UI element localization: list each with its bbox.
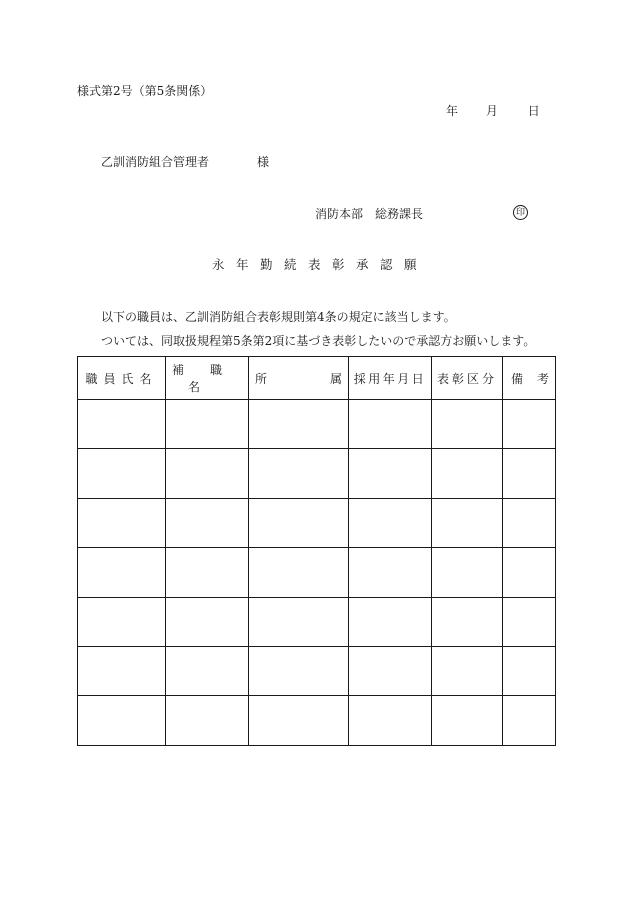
seal-mark: 印 <box>513 205 528 220</box>
award-category-cell[interactable] <box>432 548 503 597</box>
award-category-cell[interactable] <box>432 449 503 498</box>
hire-date-cell[interactable] <box>349 646 432 695</box>
office-cell[interactable] <box>249 597 349 646</box>
header-award-category: 表彰区分 <box>432 357 503 400</box>
table-row <box>78 498 556 547</box>
award-category-cell[interactable] <box>432 498 503 547</box>
note-cell[interactable] <box>503 498 556 547</box>
header-note-char-2: 考 <box>537 371 550 386</box>
aux-title-cell[interactable] <box>166 498 249 547</box>
document-title: 永年勤続表彰承認願 <box>212 257 429 272</box>
staff-name-cell[interactable] <box>78 400 166 449</box>
staff-name-cell[interactable] <box>78 646 166 695</box>
note-cell[interactable] <box>503 597 556 646</box>
office-cell[interactable] <box>249 400 349 449</box>
body-text-line-1: 以下の職員は、乙訓消防組合表彰規則第4条の規定に該当します。 <box>101 310 456 324</box>
header-office <box>249 357 349 400</box>
table-row <box>78 548 556 597</box>
staff-name-cell[interactable] <box>78 597 166 646</box>
header-aux-char-3: 名 <box>188 380 201 394</box>
header-hire-date: 採用年月日 <box>349 357 432 400</box>
table-row <box>78 646 556 695</box>
office-cell[interactable] <box>249 449 349 498</box>
aux-title-cell[interactable] <box>166 449 249 498</box>
date-month-label: 月 <box>485 104 498 118</box>
table-row <box>78 449 556 498</box>
staff-name-cell[interactable] <box>78 449 166 498</box>
table-row <box>78 597 556 646</box>
note-cell[interactable] <box>503 400 556 449</box>
staff-name-cell[interactable] <box>78 498 166 547</box>
staff-name-cell[interactable] <box>78 696 166 745</box>
header-aux-char-2: 職 <box>210 363 223 377</box>
office-cell[interactable] <box>249 548 349 597</box>
hire-date-cell[interactable] <box>349 548 432 597</box>
award-category-cell[interactable] <box>432 696 503 745</box>
award-category-cell[interactable] <box>432 400 503 449</box>
aux-title-cell[interactable] <box>166 400 249 449</box>
addressee-honorific: 様 <box>257 155 270 169</box>
date-day-label: 日 <box>527 104 540 118</box>
header-office-char-1: 所 <box>255 371 268 386</box>
hire-date-cell[interactable] <box>349 400 432 449</box>
table-row <box>78 400 556 449</box>
note-cell[interactable] <box>503 548 556 597</box>
hire-date-cell[interactable] <box>349 597 432 646</box>
aux-title-cell[interactable] <box>166 646 249 695</box>
form-number: 様式第2号（第5条関係） <box>77 84 213 98</box>
aux-title-cell[interactable] <box>166 548 249 597</box>
note-cell[interactable] <box>503 449 556 498</box>
staff-record-table <box>77 356 556 746</box>
table-header-row <box>78 357 556 400</box>
header-office-char-2: 属 <box>329 371 342 386</box>
sender-name: 消防本部 総務課長 <box>315 207 424 221</box>
office-cell[interactable] <box>249 646 349 695</box>
table-row <box>78 696 556 745</box>
header-aux-char-1: 補 <box>172 363 185 377</box>
header-aux-title <box>166 357 249 400</box>
table-body <box>78 400 556 746</box>
hire-date-cell[interactable] <box>349 449 432 498</box>
aux-title-cell[interactable] <box>166 597 249 646</box>
staff-name-cell[interactable] <box>78 548 166 597</box>
office-cell[interactable] <box>249 498 349 547</box>
office-cell[interactable] <box>249 696 349 745</box>
header-note <box>503 357 556 400</box>
date-year-label: 年 <box>446 104 459 118</box>
header-staff-name: 職員氏名 <box>78 357 166 400</box>
aux-title-cell[interactable] <box>166 696 249 745</box>
award-category-cell[interactable] <box>432 597 503 646</box>
note-cell[interactable] <box>503 646 556 695</box>
hire-date-cell[interactable] <box>349 696 432 745</box>
date-line <box>446 104 540 118</box>
note-cell[interactable] <box>503 696 556 745</box>
header-note-char-1: 備 <box>511 371 524 386</box>
award-category-cell[interactable] <box>432 646 503 695</box>
body-text-line-2: ついては、同取扱規程第5条第2項に基づき表彰したいので承認方お願いします。 <box>101 334 536 348</box>
addressee-name: 乙訓消防組合管理者 <box>101 155 210 169</box>
hire-date-cell[interactable] <box>349 498 432 547</box>
